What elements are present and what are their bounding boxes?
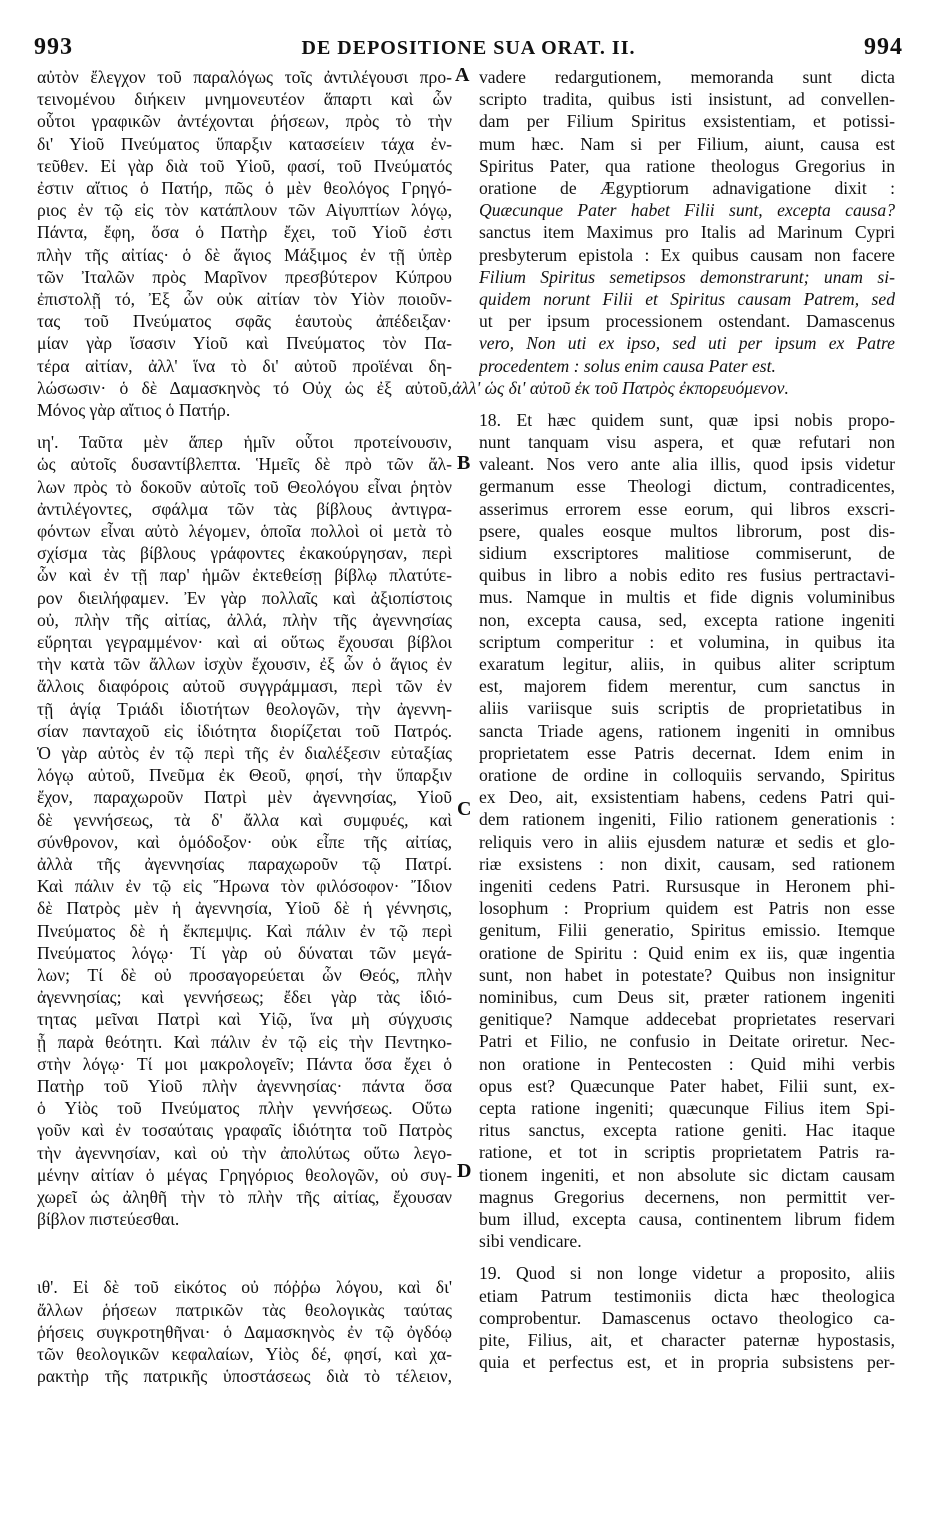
text-line: ὁ Υἱὸς τοῦ Πνεύματος πλὴν γεννήσεως. Οὕτω: [37, 1098, 452, 1119]
margin-marker-c: C: [457, 798, 472, 820]
text-line: Πνεύματος δὲ ἡ ἔκπεμψις. Καὶ πάλιν ἐν τῷ περὶ: [37, 920, 452, 941]
text-line: proprietatem esse Patris decernat. Idem enim in: [479, 742, 895, 763]
text-line: δὲ γεννήσεως, τὰ δ' ἄλλα καὶ συμφυές, καὶ: [37, 809, 452, 830]
text-line: ιθ'. Εἰ δὲ τοῦ εἰκότος οὐ πόῤῥω λόγου, καὶ δι': [37, 1277, 452, 1298]
text-line: psere, quales eosque multos librorum, post dis-: [479, 520, 895, 541]
text-line: τέρα αἰτίαν, ἀλλ' ἵνα τὸ δι' αὐτοῦ προϊέναι δη-: [37, 355, 452, 376]
text-line: τὴν ἀγεννησίαν, καὶ οὐ τὴν ἀπολύτως οὕτω λεγο-: [37, 1142, 452, 1163]
margin-marker-d: D: [457, 1160, 472, 1182]
text-line: sancta Triade agens, rationem ingeniti in omnibus: [479, 720, 895, 741]
text-line: sunt, non habet in potestate? Quibus non insignitur: [479, 964, 895, 985]
text-line: ingeniti cedens Patri. Rursusque in Heronem phi-: [479, 876, 895, 896]
text-line: Πατὴρ τοῦ Υἱοῦ πλὴν ἀγεννησίας· πάντα ὅσα: [37, 1076, 452, 1096]
left-page-number: 993: [34, 34, 73, 60]
text-line: λων πρὸς τὸ δοκοῦν αὐτοῖς τοῦ Θεολόγου εἶναι ῥητὸν: [37, 476, 452, 497]
text-line: riæ exsistens : non dixit, causam, sed rationem: [479, 853, 895, 874]
text-line: Filium Spiritus semetipsos demonstrarunt; unam si-: [479, 266, 895, 287]
text-line: τῶν Ἰταλῶν πρὸς Μαρῖνον πρεσβύτερον Κύπρου: [37, 266, 452, 287]
text-line: τητας μεῖναι Πατρὶ καὶ Υἱῷ, ἵνα μὴ σύγχυσις: [37, 1009, 452, 1030]
text-line: λώσωσιν· ὁ δὲ Δαμασκηνὸς τό Οὐχ ὡς ἐξ αὐτοῦ,: [37, 377, 452, 398]
margin-marker-b: B: [457, 452, 471, 474]
text-line: mum hæc. Nam si per Filium, aiunt, causa est: [479, 133, 895, 154]
text-line: losophum : Proprium quidem est Patris non esse: [479, 898, 895, 919]
text-line: germanum esse Theologi dictum, contradicentes,: [479, 476, 895, 497]
text-line: ἀλλὰ τῆς ἀγεννησίας παραχωροῦν τῷ Πατρί.: [37, 854, 452, 874]
text-line: ριος ἐν τῷ εἰς τὸν κατάπλουν τῶν Αἰγυπτίων λόγῳ,: [37, 200, 452, 221]
text-line: ᾖ παρὰ θεότητι. Καὶ πάλιν ἐν τῷ εἰς τὴν Πεντηκο-: [37, 1031, 452, 1052]
text-line: procedentem : solus enim causa Pater est.: [479, 355, 776, 376]
text-line: sanctus item Maximus pro Italis ad Marinum Cypri: [479, 222, 895, 243]
text-line: σίαν πανταχοῦ εἰς ἰδιότητα διορίζεται τοῦ Πατρός.: [37, 720, 452, 741]
text-line: cepta ratione ingeniti; quæcunque Filius item Spi-: [479, 1098, 895, 1118]
text-line: ἐπιστολῇ τό, Ἐξ ὧν οὐκ αἰτίαν τὸν Υἱὸν ποιοῦν-: [37, 289, 452, 309]
text-line: Καὶ πάλιν ἐν τῷ εἰς Ἥρωνα τὸν φιλόσοφον· Ἴδιον: [37, 876, 452, 897]
text-line: Πνεύματος λόγῳ· Τί γὰρ οὐ δύναται τῶν μεγά-: [37, 942, 452, 963]
text-line: γοῦν καὶ ἐν τοσαύταις γραφαῖς ἰδιότητα τοῦ Πατρὸς: [37, 1120, 452, 1141]
text-line: vero, Non uti ex ipso, sed uti per ipsum ex Patre: [479, 333, 895, 354]
text-line: sidium exscriptores malitiose commiserunt, de: [479, 543, 895, 563]
text-line: genitum, Filii generatio, Spiritus emissio. Itemque: [479, 920, 895, 941]
text-line: ratione, et tot in scriptis proprietatem Patris ra-: [479, 1142, 895, 1163]
text-line: nominibus, cum Deus sit, præter rationem ingeniti: [479, 987, 895, 1007]
text-line: ρον διειλήφαμεν. Ἐν γὰρ πολλαῖς καὶ ἀξιοπίστοις: [37, 587, 452, 608]
text-line: φόντων εἶναι αὐτὸ λέγομεν, ὁποῖα πολλοὶ οἱ μετὰ τὸ: [37, 521, 452, 541]
text-line: quia et perfectus est, et in propria subsistens per-: [479, 1352, 895, 1373]
margin-marker-a: A: [455, 64, 470, 86]
text-line: aliis variisque suis scriptis de proprietatibus in: [479, 698, 895, 719]
text-line: δι' Υἱοῦ Πνεύματος ὕπαρξιν κατασείειν τάχα ἐν-: [37, 133, 452, 154]
text-line: ῥήσεις συγκροτηθῆναι· ὁ Δαμασκηνὸς ἐν τῷ ὀγδόῳ: [37, 1321, 452, 1342]
text-line: ιη'. Ταῦτα μὲν ἅπερ ἡμῖν οὗτοι προτείνουσιν,: [37, 432, 452, 453]
text-line: sibi vendicare.: [479, 1231, 582, 1252]
text-line: 19. Quod si non longe videtur a proposito, aliis: [479, 1263, 895, 1284]
text-line: ut per ipsum processionem ostendant. Damascenus: [479, 311, 895, 332]
text-line: scripto tradita, quibus isti insistunt, ad convellen-: [479, 89, 895, 110]
text-line: dem rationem ingeniti, Filio rationem generationis :: [479, 809, 895, 830]
text-line: λόγῳ αὐτοῦ, Πνεῦμα ἐκ Θεοῦ, φησί, τὴν ὕπαρξιν: [37, 765, 452, 786]
text-line: genitique? Namque addecebat proprietates reservari: [479, 1009, 895, 1030]
text-line: Μόνος γὰρ αἴτιος ὁ Πατήρ.: [37, 400, 231, 420]
text-line: asserimus errorem esse eorum, qui libros exscri-: [479, 498, 895, 519]
text-line: ritus sanctus, excepta ratione geniti. Hac itaque: [479, 1120, 895, 1141]
text-line: non oratione in Pentecosten : Quid mihi verbis: [479, 1053, 895, 1074]
text-line: oratione de Spiritu : Quid enim ex iis, quæ ingentia: [479, 942, 895, 963]
text-line: τας τοῦ Πνεύματος σφᾶς ἑαυτοὺς ἀπέδειξαν·: [37, 311, 452, 332]
text-line: magnus Gregorius decernens, non permittit ver-: [479, 1186, 895, 1207]
text-line: αὐτὸν ἔλεγχον τοῦ παραλόγως τοῖς ἀντιλέγουσι προ-: [37, 67, 452, 87]
text-line: presbyterum epistola : Ex quibus causam non facere: [479, 244, 895, 265]
text-line: est, majorem fidem merentur, cum sanctus in: [479, 676, 895, 697]
text-line: οὐ, πλὴν τῆς αἰτίας, ἀλλά, πλὴν τῆς ἀγεννησίας: [37, 609, 452, 630]
text-line: τὴν κατὰ τῶν ἄλλων ἰσχὺν ἔχουσιν, ἐξ ὧν ὁ ἅγιος ἐν: [37, 654, 452, 675]
text-line: opus est? Quæcunque Pater habet, Filii sunt, ex-: [479, 1075, 895, 1096]
text-line: valeant. Nos vero ante alia illis, quod ipsis videtur: [479, 454, 895, 475]
text-line: Πάντα, ἔφη, ὅσα ὁ Πατὴρ ἔχει, τοῦ Υἱοῦ ἐστι: [37, 222, 452, 243]
spanning-text-line: ἀλλ' ὡς δι' αὐτοῦ ἐκ τοῦ Πατρὸς ἐκπορευόμενον.: [452, 377, 789, 398]
text-line: ἀντιλέγοντες, σφάλμα τῶν τὰς βίβλους ἀντιγρα-: [37, 498, 452, 519]
text-line: mus. Namque in multis et fide dignis voluminibus: [479, 587, 895, 608]
text-line: ρακτὴρ τῆς πατρικῆς ὑποστάσεως διὰ τὸ τέλειον,: [37, 1366, 452, 1387]
running-title: DE DEPOSITIONE SUA ORAT. II.: [301, 37, 636, 59]
text-line: Quæcunque Pater habet Filii sunt, excepta causa?: [479, 200, 895, 221]
text-line: bum illud, excepta causa, continentem librum fidem: [479, 1209, 895, 1229]
text-line: Spiritus Pater, qua ratione theologus Gregorius in: [479, 155, 895, 176]
text-line: non, excepta causa, sed, excepta ratione ingeniti: [479, 609, 895, 630]
text-line: ἄλλων ῥήσεων πατρικῶν τὰς θεολογικὰς ταύτας: [37, 1299, 452, 1320]
text-line: quidem norunt Filii et Spiritus causam Patrem, sed: [479, 289, 895, 309]
text-line: nunt tanquam visu aspera, et quæ refutari non: [479, 432, 895, 452]
text-line: oratione de Ægyptiorum adnavigatione dixit :: [479, 178, 895, 198]
text-line: ὡς αὐτοῖς δυσαντίβλεπτα. Ἡμεῖς δὲ πρὸ τῶν ἄλ-: [37, 454, 452, 475]
text-line: βίβλον πιστεύεσθαι.: [37, 1209, 180, 1230]
text-line: oratione de ordine in colloquiis servando, Spiritus: [479, 765, 895, 785]
text-line: σχίσμα τὰς βίβλους γράφοντες ἐκακούργησαν, περὶ: [37, 543, 452, 564]
text-line: τῶν θεολογικῶν κεφαλαίων, Υἱὸς δέ, φησί, καὶ χα-: [37, 1344, 452, 1364]
right-page-number: 994: [864, 34, 903, 60]
text-line: χωρεῖ ὡς ἀληθῆ τὴν τὸ πλὴν τῆς αἰτίας, ἔχουσαν: [37, 1187, 452, 1207]
running-header: [34, 34, 903, 60]
text-line: εὕρηται γεγραμμένον· καὶ αἱ οὕτως ἔχουσαι βίβλοι: [37, 632, 452, 652]
text-line: exaratum legitur, aliis, in quibus aliter scriptum: [479, 654, 895, 674]
text-line: πλὴν τῆς αἰτίας· ὁ δὲ ἅγιος Μάξιμος ἐν τῇ ὑπὲρ: [37, 244, 452, 265]
text-line: οὗτοι γραφικῶν ἀντέχονται ῥήσεων, πρὸς τὸ τὴν: [37, 111, 452, 132]
text-line: ὧν καὶ ἐν τῇ παρ' ἡμῶν ἐκτεθείσῃ βίβλῳ πλατύτε-: [37, 565, 452, 586]
text-line: tionem ingeniti, et non absolute sic dictam causam: [479, 1164, 895, 1185]
text-line: ἐστιν αἴτιος ὁ Πατήρ, πῶς ὁ μὲν θεολόγος Γρηγό-: [37, 178, 452, 198]
text-line: Ὁ γὰρ αὐτὸς ἐν τῷ περὶ τῆς ἐν διαλέξεσιν εὐταξίας: [37, 743, 452, 763]
text-line: dam per Filium Spiritus exsistentiam, et potissi-: [479, 111, 895, 132]
text-line: τεῦθεν. Εἰ γὰρ διὰ τοῦ Υἱοῦ, φασί, τοῦ Πνεύματός: [37, 155, 452, 176]
text-line: vadere redargutionem, memoranda sunt dicta: [479, 67, 895, 87]
text-line: ἀγεννησίας; καὶ γεννήσεως; ἔδει γὰρ τὰς ἰδιό-: [37, 987, 452, 1008]
text-line: δὲ Πατρὸς μὲν ἡ ἀγεννησία, Υἱοῦ δὲ ἡ γέννησις,: [37, 898, 452, 919]
text-line: Patri et Filio, ne confusio in Deitate oriretur. Nec-: [479, 1031, 895, 1052]
text-line: scriptum comperitur : et volumina, in quibus ita: [479, 631, 895, 652]
text-line: μένην αἰτίαν ὁ μέγας Γρηγόριος θεολογῶν, οὐ συγ-: [37, 1164, 452, 1185]
text-line: pite, Filius, ait, et character paternæ hypostasis,: [479, 1330, 895, 1350]
text-line: σύνθρονον, καὶ ὁμόδοξον· οὐκ εἶπε τῆς αἰτίας,: [37, 831, 452, 852]
text-line: ἄλλοις διαφόροις αὐτοῦ συγγράμμασι, περὶ τῶν ἐν: [37, 676, 452, 697]
text-line: στὴν λόγῳ· Τί μοι μακρολογεῖν; Πάντα ὅσα ἔχει ὁ: [37, 1053, 452, 1074]
text-line: τῇ ἁγίᾳ Τριάδι ἰδιοτήτων θεολογῶν, τὴν ἀγεννη-: [37, 698, 452, 719]
text-line: ἔχον, παραχωροῦν Πατρὶ μὲν ἀγεννησίας, Υἱοῦ: [37, 787, 452, 808]
text-line: reliquis vero in aliis ejusdem naturæ et sedis et glo-: [479, 831, 895, 852]
text-line: quibus in libro a nobis edito res fusius pertractavi-: [479, 565, 895, 586]
text-line: τεινομένου διήκειν μνημονευτέον ἅπαρτι καὶ ὧν: [37, 89, 452, 110]
text-line: ex Deo, ait, exsistentiam habens, cedens Patri qui-: [479, 787, 895, 808]
text-line: μίαν γὰρ ἴσασιν Υἱοῦ καὶ Πνεύματος τὸν Πα-: [37, 333, 452, 354]
text-line: etiam Patrum testimoniis dicta hæc theologica: [479, 1285, 895, 1306]
text-line: comprobentur. Damascenus octavo theologico ca-: [479, 1307, 895, 1328]
text-line: λων; Τί δὲ οὐ προσαγορεύεται ὧν Θεός, πλὴν: [37, 965, 452, 985]
text-line: 18. Et hæc quidem sunt, quæ ipsi nobis propo-: [479, 409, 895, 430]
